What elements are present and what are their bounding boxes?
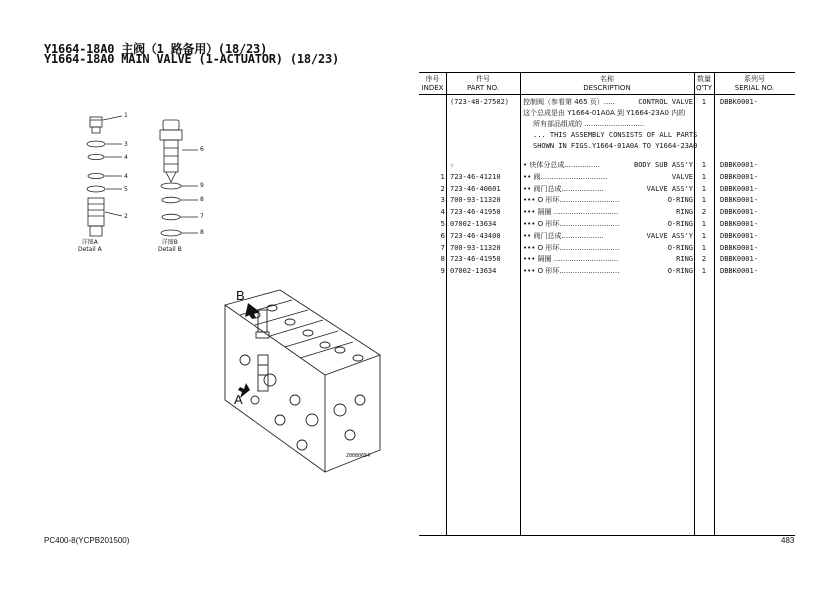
row-part-no: 700-93-11320 <box>450 196 501 205</box>
row-qty: 1 <box>701 231 707 240</box>
row-part-no: 700-93-11320 <box>450 243 501 252</box>
row-serial: DBBK0001- <box>720 196 758 205</box>
callout-3: 3 <box>124 141 128 148</box>
row-index: 8 <box>440 255 445 264</box>
row-part-no: 723-46-41950 <box>450 255 501 264</box>
parts-table <box>419 72 795 536</box>
row-description-en: VALVE ASS'Y <box>646 231 693 240</box>
detail-a-caption: 详图A Detail A <box>78 239 102 253</box>
row-index: 9 <box>440 267 445 276</box>
part-1-plug <box>90 117 102 133</box>
callout-9: 9 <box>200 182 204 189</box>
row-description-cn: • 块体分总成................ <box>523 161 600 169</box>
row-description-cn: ••• 隔圈 ............................. <box>523 208 619 217</box>
row-description-en: O-RING <box>667 220 693 228</box>
row-qty: 2 <box>701 255 707 264</box>
page-title-en: Y1664-18A0 MAIN VALVE (1-ACTUATOR) (18/23) <box>44 52 340 66</box>
row-serial: DBBK0001- <box>720 172 758 181</box>
row-description-cn: •• 阀门总成................... <box>523 184 604 193</box>
row-part-no: ☆ <box>450 161 455 169</box>
table-row <box>419 160 795 171</box>
detail-b-caption: 详图B Detail B <box>158 239 182 253</box>
part-2-valve-body <box>88 198 104 236</box>
row-description-cn: ••• 隔圈 ............................. <box>523 255 619 264</box>
row-description-en: O-RING <box>667 196 693 205</box>
row-description-cn: •• 阀门总成................... <box>523 231 604 240</box>
page-number: 483 <box>781 536 795 545</box>
header-description: 名称 DESCRIPTION <box>583 75 631 92</box>
table-row <box>419 172 795 183</box>
row-qty: 2 <box>701 208 707 217</box>
row-serial: DBBK0001- <box>720 208 758 217</box>
header-qty: 数量 Q'TY <box>696 75 712 92</box>
table-row <box>419 254 795 265</box>
arrow-b-label: B <box>236 288 245 303</box>
row-serial: DBBK0001- <box>720 231 758 240</box>
row-qty: 1 <box>701 184 707 193</box>
row-serial: DBBK0001- <box>720 220 758 228</box>
table-row <box>419 184 795 195</box>
header-index: 序号 INDEX <box>421 75 444 92</box>
row-description-cn: ••• O 形环........................... <box>523 220 620 228</box>
parts-drawing <box>40 100 420 480</box>
row-qty: 1 <box>701 267 707 276</box>
row-description-en: O-RING <box>667 243 693 252</box>
row-qty: 1 <box>701 220 707 228</box>
row-index: 7 <box>440 243 445 252</box>
table-row <box>419 207 795 218</box>
assembly-note: 这个总成是由 Y1664-01A0A 到 Y1664-23A0 内的 <box>523 109 686 117</box>
callout-8a: 8 <box>200 196 204 203</box>
row-description-cn: ••• O 形环........................... <box>523 267 620 276</box>
header-serial: 系列号 SERIAL NO. <box>734 75 775 92</box>
row-part-no: 723-46-41210 <box>450 172 501 181</box>
assembly-note: 所有部品组成的 ........................... <box>533 120 645 128</box>
row-index: 1 <box>440 172 445 181</box>
drawing-code: 20080654 <box>346 453 371 459</box>
row-serial: DBBK0001- <box>720 161 758 169</box>
footer-model: PC400-8(YCPB201500) <box>44 536 130 545</box>
row-index: 6 <box>440 231 445 240</box>
row-qty: 1 <box>701 161 707 169</box>
row-index: 5 <box>440 220 445 228</box>
part-6-valve-assy <box>160 120 182 182</box>
row-serial: DBBK0001- <box>720 243 758 252</box>
row-qty: 1 <box>701 172 707 181</box>
callout-8b: 8 <box>200 229 204 236</box>
table-row <box>419 266 795 277</box>
row-serial: DBBK0001- <box>720 255 758 264</box>
row-qty: 1 <box>701 243 707 252</box>
table-row <box>419 219 795 230</box>
row-index: 2 <box>440 184 445 193</box>
row-qty: 1 <box>701 196 707 205</box>
table-row-assembly: (723-48-27502) 控制阀（参看第 465 页）..... CONTROL VALVE 1 DBBK0001- <box>450 98 758 106</box>
callout-5: 5 <box>124 186 128 193</box>
callout-4a: 4 <box>124 154 128 161</box>
callout-7: 7 <box>200 213 204 220</box>
callout-1: 1 <box>124 112 128 119</box>
row-description-en: O-RING <box>667 267 693 276</box>
callout-6: 6 <box>200 146 204 153</box>
row-description-en: RING <box>676 255 693 264</box>
row-serial: DBBK0001- <box>720 184 758 193</box>
callout-4b: 4 <box>124 173 128 180</box>
assembly-note: SHOWN IN FIGS.Y1664-01A0A TO Y1664-23A0 <box>533 142 698 150</box>
table-row <box>419 231 795 242</box>
page-title-cn: Y1664-18A0 主阀（1 路备用）(18/23) <box>44 42 268 56</box>
table-row <box>419 195 795 206</box>
row-part-no: 723-46-41950 <box>450 208 501 217</box>
header-part-no: 件号 PART NO. <box>466 75 500 92</box>
row-description-en: BODY SUB ASS'Y <box>633 161 693 169</box>
assembly-note: ... THIS ASSEMBLY CONSISTS OF ALL PARTS <box>533 131 698 139</box>
row-part-no: 07002-13634 <box>450 267 497 276</box>
row-serial: DBBK0001- <box>720 267 758 276</box>
row-description-cn: ••• O 形环........................... <box>523 196 620 205</box>
row-description-cn: •• 阀.............................. <box>523 172 608 181</box>
row-index: 4 <box>440 208 445 217</box>
row-part-no: 07002-13634 <box>450 220 497 228</box>
row-description-en: VALVE <box>671 172 693 181</box>
row-description-en: RING <box>676 208 693 217</box>
main-valve-block <box>225 290 380 472</box>
row-description-en: VALVE ASS'Y <box>646 184 693 193</box>
row-part-no: 723-46-43400 <box>450 231 501 240</box>
callout-2: 2 <box>124 213 128 220</box>
row-description-cn: ••• O 形环........................... <box>523 243 620 252</box>
row-part-no: 723-46-40601 <box>450 184 501 193</box>
arrow-a-label: A <box>234 392 243 407</box>
row-index: 3 <box>440 196 445 205</box>
table-row <box>419 243 795 254</box>
